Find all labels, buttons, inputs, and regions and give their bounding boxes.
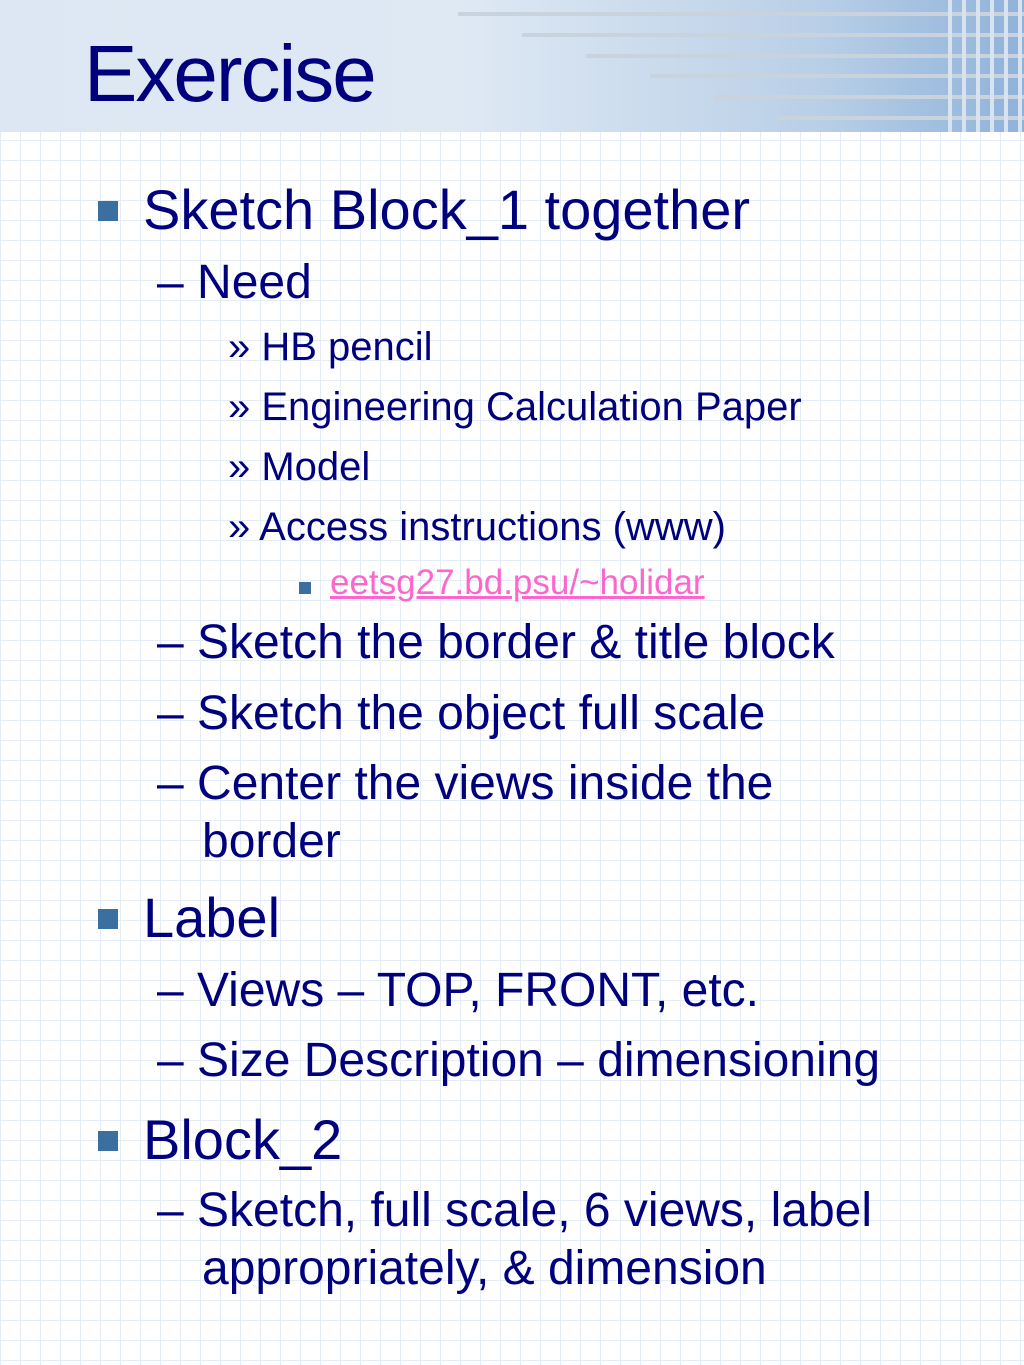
bullet-sketch-block1: Sketch Block_1 together [143,178,751,241]
sub-sketch-object: – Sketch the object full scale [157,687,766,740]
sub-sketch-border: – Sketch the border & title block [157,616,835,669]
bullet-square-small-icon [299,582,311,594]
bullet-square-icon [98,1131,118,1151]
bullet-block2: Block_2 [143,1108,343,1171]
title-banner [0,0,1024,132]
sub-block2-sketch: – Sketch, full scale, 6 views, label [157,1184,873,1237]
need-item-access: » Access instructions (www) [228,505,726,549]
sub-views: – Views – TOP, FRONT, etc. [157,964,760,1017]
slide-title: Exercise [84,29,375,118]
bullet-label: Label [143,886,281,949]
sub-center-views-cont: border [202,815,341,868]
need-item-calc-paper: » Engineering Calculation Paper [228,385,802,429]
instructions-link[interactable]: eetsg27.bd.psu/~holidar [330,563,705,602]
bullet-square-icon [98,909,118,929]
need-item-hb-pencil: » HB pencil [228,325,433,369]
sub-need: – Need [157,256,312,309]
sub-center-views: – Center the views inside the [157,757,774,810]
need-item-model: » Model [228,445,371,489]
sub-size-description: – Size Description – dimensioning [157,1034,881,1087]
bullet-square-icon [98,201,118,221]
sub-block2-sketch-cont: appropriately, & dimension [202,1242,767,1295]
